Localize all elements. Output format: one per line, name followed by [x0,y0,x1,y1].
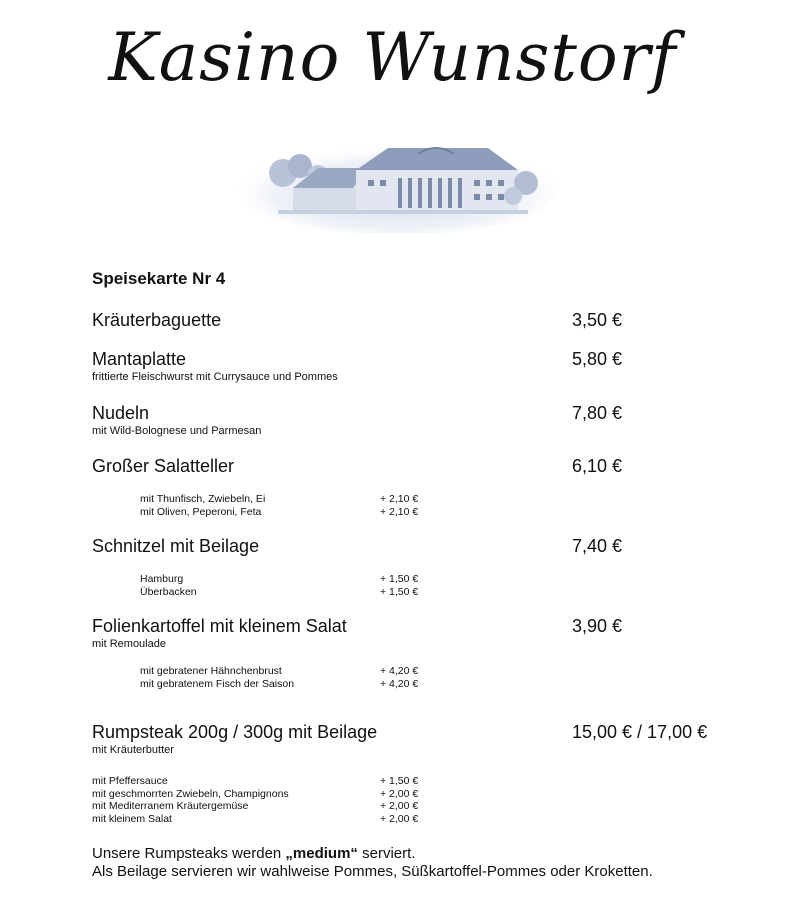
item-price: 6,10 € [572,456,623,476]
item-name: Nudeln [92,403,150,423]
footer-line-1-bold: „medium“ [285,845,358,862]
item-description: mit Remoulade [92,638,166,650]
extra-label: mit Pfeffersauce [92,775,168,787]
extra-row [92,775,432,788]
restaurant-title: Kasino Wunstorf [108,19,677,96]
item-name: Folienkartoffel mit kleinem Salat [92,616,347,636]
item-price: 5,80 € [572,349,623,369]
menu-item [92,455,712,477]
footer-line-1-post: serviert. [357,845,416,862]
footer-note [92,845,653,881]
extras-list [140,573,430,598]
extra-row [140,573,430,586]
extras-list [140,665,430,690]
item-price: 15,00 € / 17,00 € [572,722,708,742]
extra-price: + 4,20 € [380,665,419,677]
extra-row [140,586,430,599]
extra-price: + 2,00 € [380,812,419,825]
extra-row [140,678,430,691]
menu-item [92,348,712,384]
item-name: Rumpsteak 200g / 300g mit Beilage [92,722,378,742]
item-name: Schnitzel mit Beilage [92,536,260,556]
item-price: 7,80 € [572,403,623,423]
extra-row [92,813,432,826]
item-name: Kräuterbaguette [92,310,222,330]
extras-list [92,775,432,825]
extra-row [140,506,430,519]
extra-price: + 1,50 € [380,573,419,585]
menu-item [92,402,712,438]
item-description: mit Wild-Bolognese und Parmesan [92,425,262,437]
extra-price: + 4,20 € [380,677,419,690]
extra-price: + 1,50 € [380,585,419,598]
extra-price: + 1,50 € [380,775,419,787]
extra-row [92,788,432,801]
extra-label: mit Mediterranem Kräutergemüse [92,800,249,812]
item-price: 3,90 € [572,616,623,636]
item-name: Großer Salatteller [92,456,235,476]
extra-price: + 2,10 € [380,493,419,505]
extra-label: Hamburg [140,573,184,585]
extra-price: + 2,10 € [380,505,419,518]
extra-price: + 2,00 € [380,800,419,812]
menu-item [92,309,712,331]
extra-label: mit gebratener Hähnchenbrust [140,665,282,677]
extra-label: mit Oliven, Peperoni, Feta [140,505,262,518]
menu-heading: Speisekarte Nr 4 [92,269,226,288]
building-illustration [238,138,558,233]
extra-label: mit kleinem Salat [92,812,172,825]
footer-line-1-pre: Unsere Rumpsteaks werden [92,845,286,862]
item-description: frittierte Fleischwurst mit Currysauce und Pommes [92,371,338,383]
extra-label: mit gebratenem Fisch der Saison [140,677,295,690]
extra-row [140,665,430,678]
menu-item [92,721,712,757]
extra-row [140,493,430,506]
item-price: 3,50 € [572,310,623,330]
item-price: 7,40 € [572,536,623,556]
menu-item [92,535,712,557]
extra-row [92,800,432,813]
extra-price: + 2,00 € [380,787,419,800]
item-description: mit Kräuterbutter [92,744,174,756]
footer-line-2: Als Beilage servieren wir wahlweise Pommes, Süßkartoffel-Pommes oder Kroketten. [92,863,653,880]
footer-line-1 [92,845,653,863]
extra-label: mit geschmorrten Zwiebeln, Champignons [92,787,289,800]
menu-item [92,615,712,651]
item-name: Mantaplatte [92,349,187,369]
extras-list [140,493,430,518]
extra-label: mit Thunfisch, Zwiebeln, Ei [140,493,266,505]
extra-label: Überbacken [140,585,197,598]
